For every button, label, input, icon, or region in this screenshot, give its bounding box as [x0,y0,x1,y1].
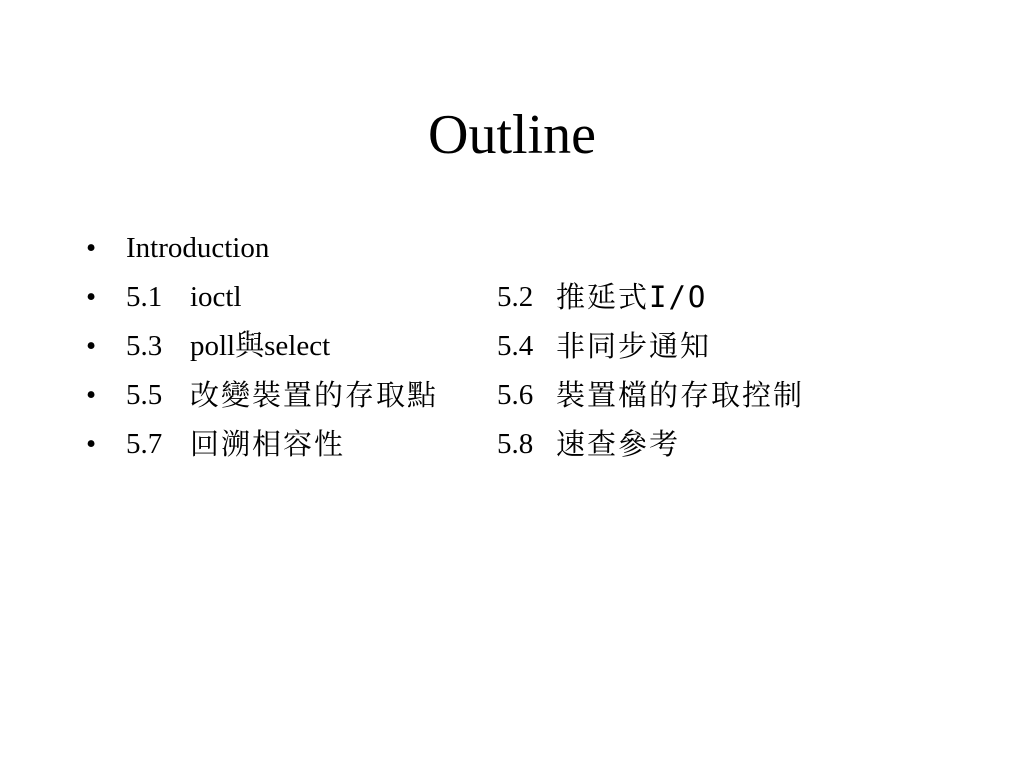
outline-list [0,228,1024,473]
section-number: 5.4 [497,330,534,362]
bullet-icon: • [86,428,97,460]
section-number: 5.7 [126,428,163,460]
section-title: 改變裝置的存取點 [190,378,439,412]
section-number: 5.6 [497,379,534,411]
outline-row [0,424,1024,473]
outline-item-introduction [0,228,1024,277]
slide-title: Outline [428,104,596,166]
outline-item-label: Introduction [126,232,270,264]
section-number: 5.3 [126,330,163,362]
bullet-icon: • [86,232,97,264]
outline-row [0,375,1024,424]
section-number: 5.1 [126,281,163,313]
bullet-icon: • [86,379,97,411]
bullet-icon: • [86,281,97,313]
outline-row [0,326,1024,375]
section-title: 回溯相容性 [190,427,346,461]
section-number: 5.8 [497,428,534,460]
outline-row [0,277,1024,326]
section-number: 5.2 [497,281,534,313]
section-title: 速查參考 [556,427,681,461]
section-title: poll與select [190,330,331,362]
section-title: 推延式I/O [556,280,708,314]
section-title: 裝置檔的存取控制 [556,378,805,412]
section-title: ioctl [190,281,242,313]
section-title: 非同步通知 [556,329,712,363]
bullet-icon: • [86,330,97,362]
section-number: 5.5 [126,379,163,411]
